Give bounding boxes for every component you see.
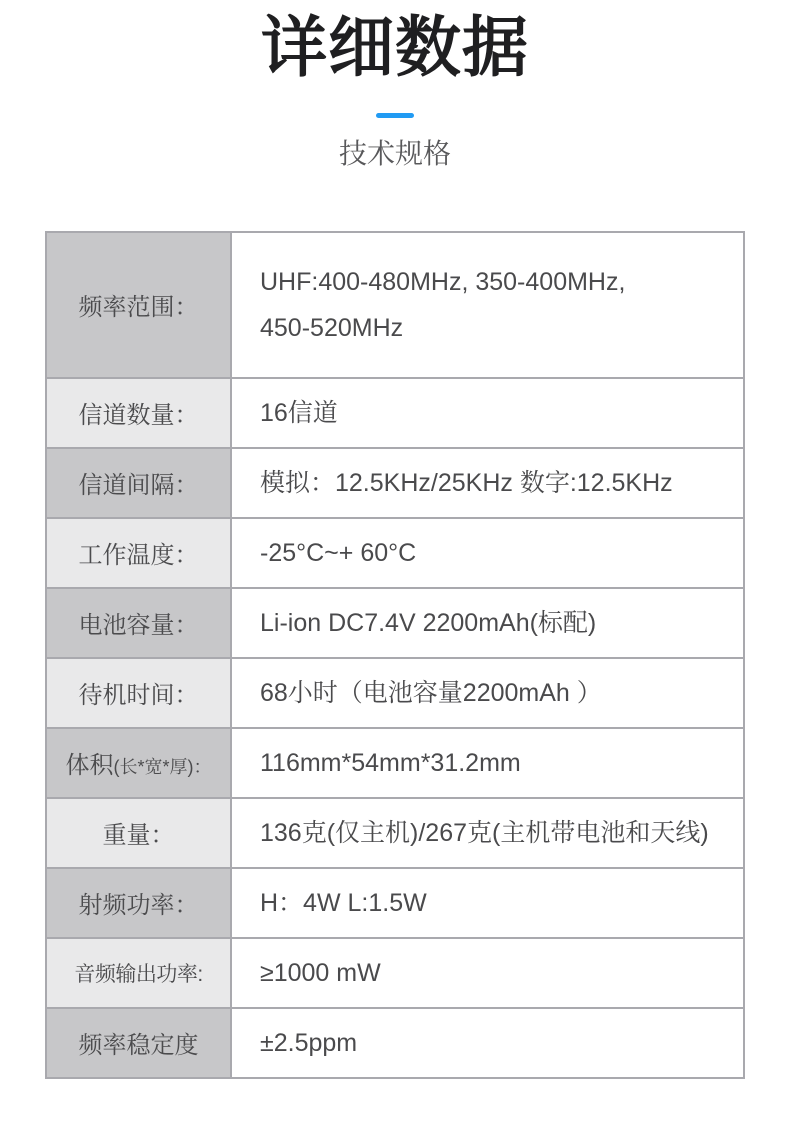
title-underline-decoration (376, 113, 414, 118)
spec-value: UHF:400-480MHz, 350-400MHz, (260, 267, 626, 296)
spec-value-cell (231, 938, 744, 1008)
spec-label: 频率范围： (78, 294, 199, 322)
spec-row (46, 658, 744, 728)
page-title: 详细数据 (261, 10, 529, 84)
spec-row (46, 1008, 744, 1078)
spec-label: 电池容量： (78, 612, 199, 640)
spec-label-cell (46, 378, 231, 448)
spec-label-cell (46, 798, 231, 868)
spec-value: 450-520MHz (260, 313, 404, 342)
spec-label: 信道间隔： (78, 472, 199, 500)
spec-table-body (46, 232, 744, 1078)
spec-label: 射频功率： (78, 892, 199, 920)
spec-value: 116mm*54mm*31.2mm (260, 748, 521, 777)
spec-label-cell (46, 1008, 231, 1078)
spec-label: 频率稳定度 (78, 1032, 199, 1060)
spec-value: 68小时（电池容量2200mAh ） (260, 678, 602, 707)
spec-label-cell (46, 588, 231, 658)
spec-value: H：4W L:1.5W (260, 888, 427, 917)
spec-label-cell (46, 938, 231, 1008)
spec-row (46, 798, 744, 868)
spec-label: 重量： (102, 822, 175, 850)
spec-value-cell (231, 232, 744, 378)
spec-value-cell (231, 1008, 744, 1078)
spec-label: 音频输出功率: (74, 962, 203, 986)
spec-value-cell (231, 588, 744, 658)
spec-row (46, 232, 744, 378)
spec-label: 工作温度： (78, 542, 199, 570)
spec-label-cell (46, 448, 231, 518)
spec-value-cell (231, 658, 744, 728)
spec-label-cell (46, 868, 231, 938)
spec-label: 待机时间： (78, 682, 199, 710)
spec-value-cell (231, 798, 744, 868)
spec-value: -25°C~+ 60°C (260, 538, 417, 567)
spec-label-note: (长*宽*厚)： (113, 757, 212, 778)
spec-row (46, 938, 744, 1008)
spec-value: 136克(仅主机)/267克(主机带电池和天线) (260, 818, 709, 847)
spec-label-cell (46, 518, 231, 588)
spec-value-cell (231, 868, 744, 938)
spec-value-cell (231, 448, 744, 518)
spec-value: ≥1000 mW (260, 958, 381, 987)
spec-value: Li-ion DC7.4V 2200mAh(标配) (260, 608, 597, 637)
spec-value-cell (231, 518, 744, 588)
spec-header (0, 10, 790, 169)
spec-label: 体积 (65, 752, 114, 780)
spec-row (46, 588, 744, 658)
spec-value: 模拟：12.5KHz/25KHz 数字:12.5KHz (260, 468, 673, 497)
spec-row (46, 728, 744, 798)
section-subtitle: 技术规格 (338, 137, 451, 169)
spec-value: 16信道 (260, 398, 338, 427)
spec-row (46, 448, 744, 518)
spec-label-cell (46, 658, 231, 728)
spec-row (46, 868, 744, 938)
spec-value: ±2.5ppm (260, 1028, 358, 1057)
spec-row (46, 518, 744, 588)
spec-label: 信道数量： (78, 402, 199, 430)
spec-row (46, 378, 744, 448)
spec-label-cell (46, 728, 231, 798)
spec-value-cell (231, 378, 744, 448)
spec-value-cell (231, 728, 744, 798)
spec-table (45, 231, 745, 1079)
spec-label-cell (46, 232, 231, 378)
